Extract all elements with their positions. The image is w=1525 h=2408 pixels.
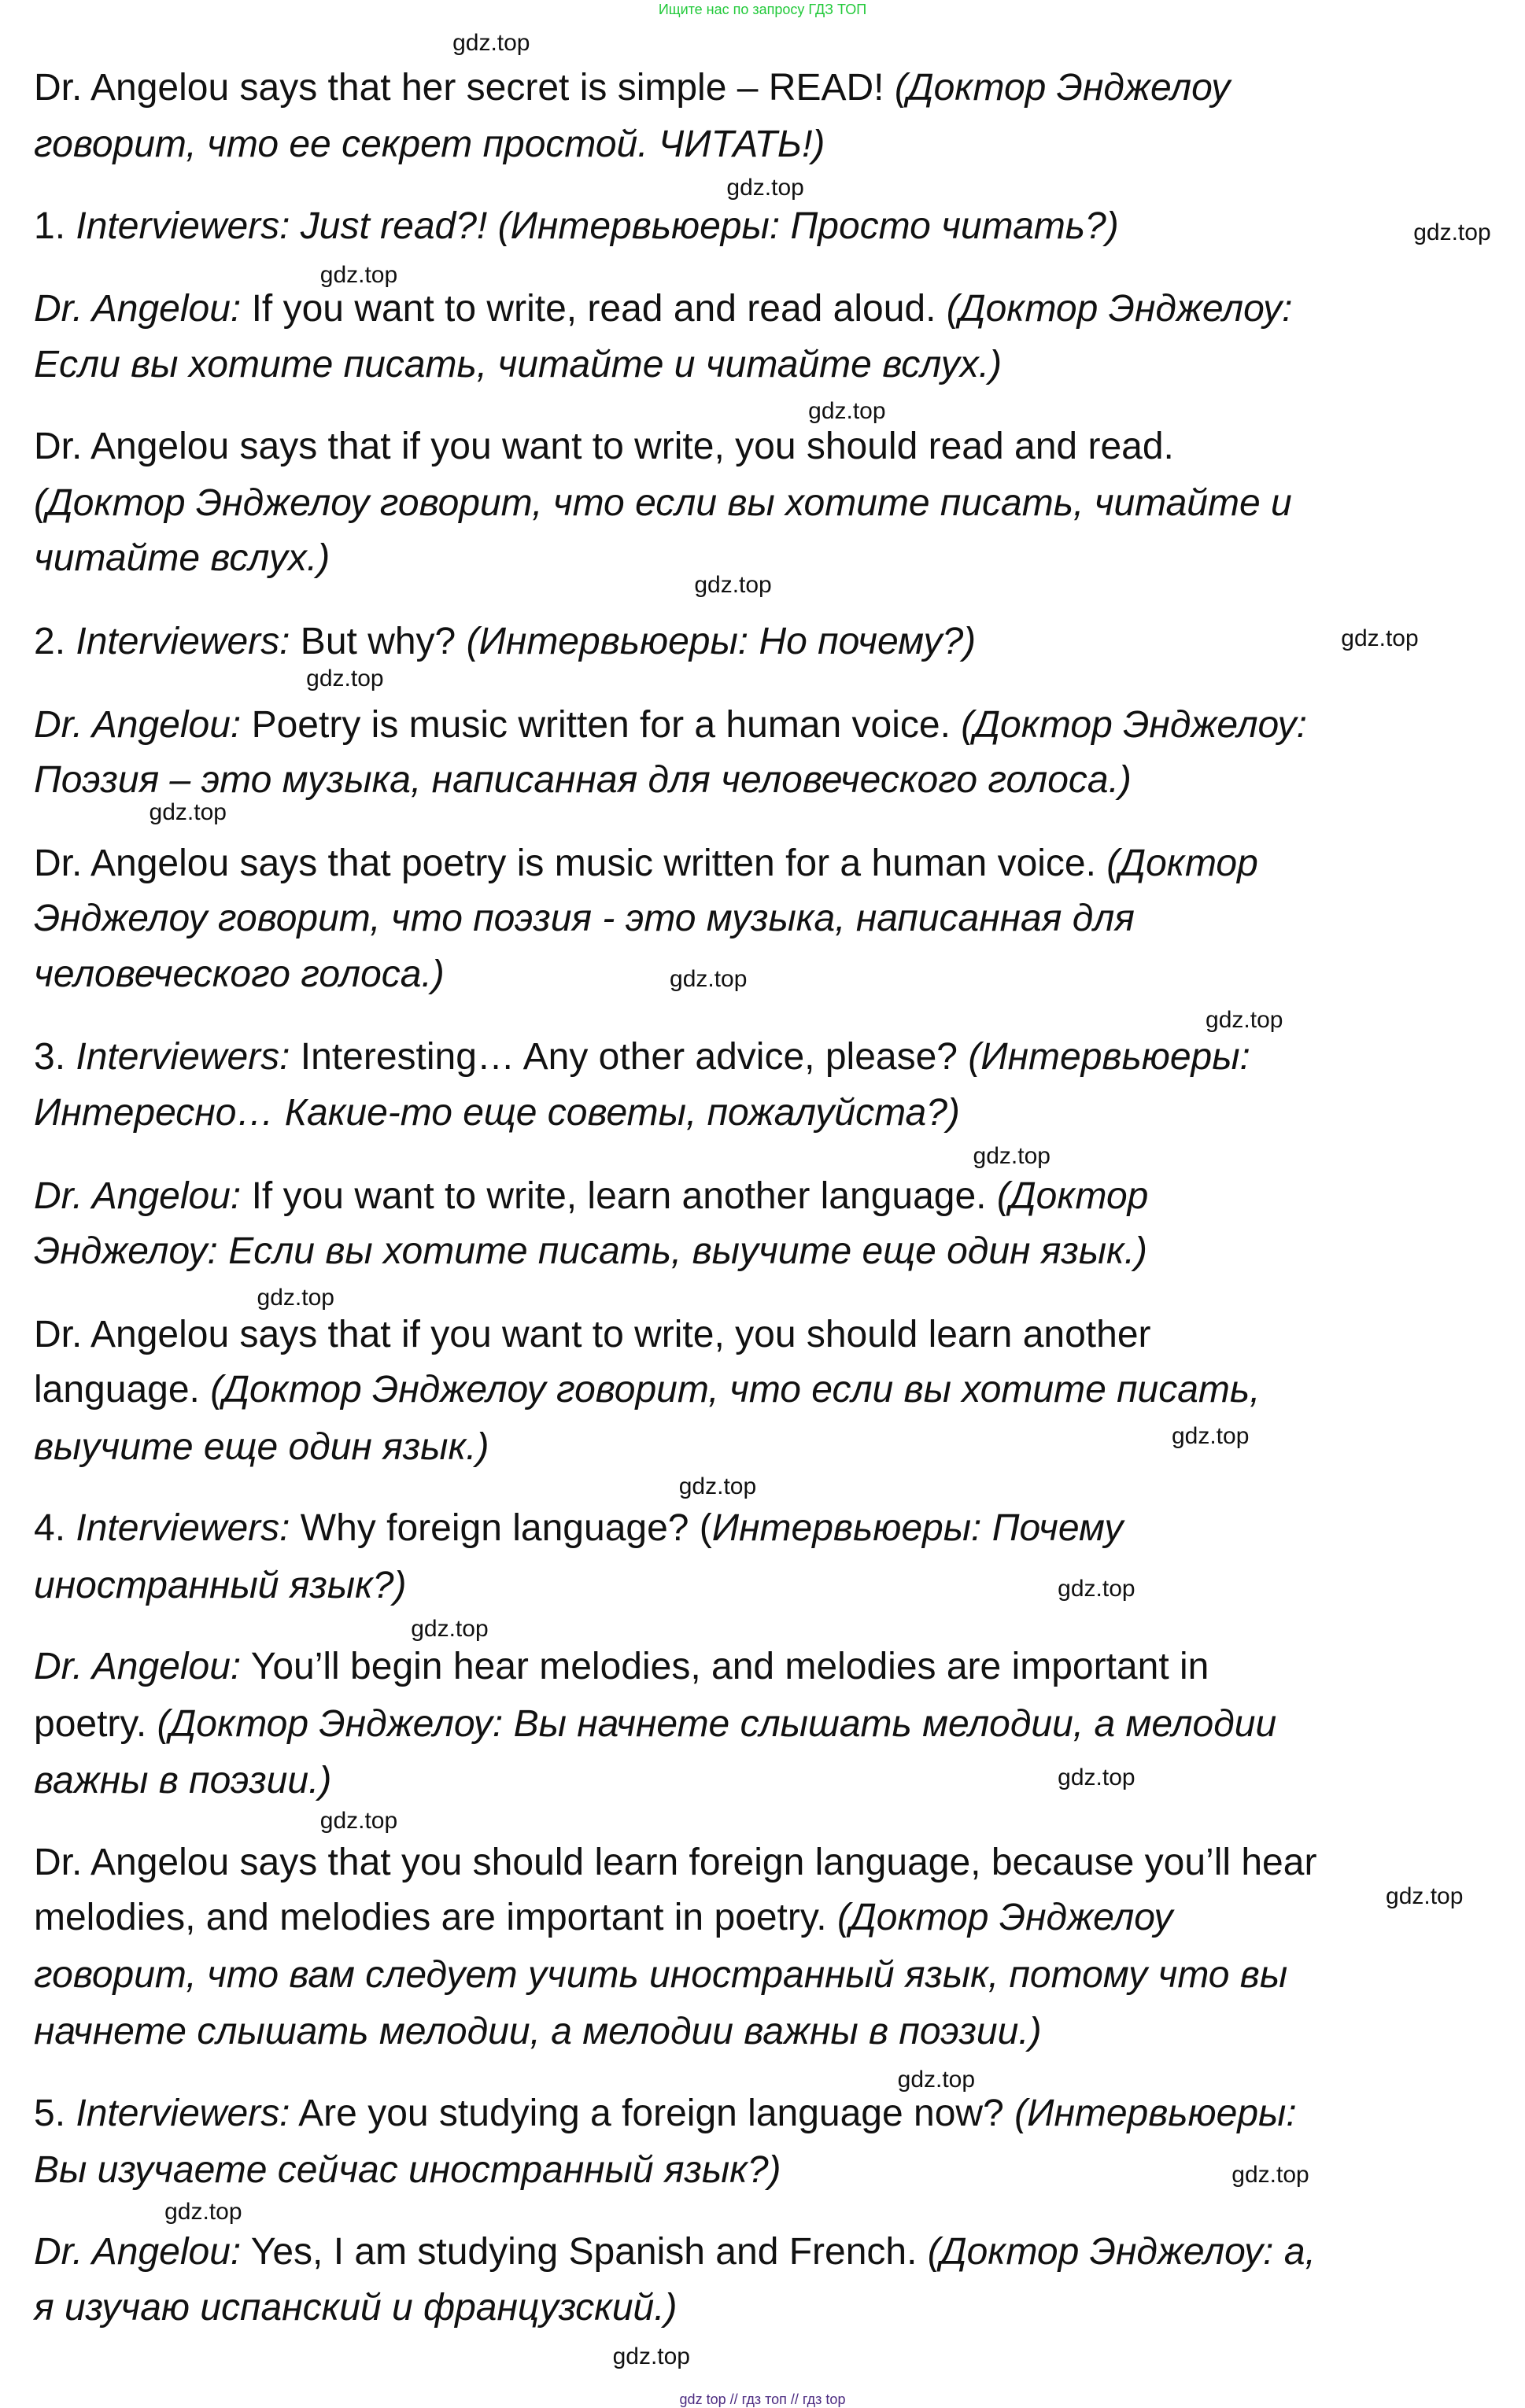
italic-text-segment: Interviewers: [76,1507,290,1550]
text-line [34,1894,1172,1942]
italic-text-segment: (Доктор Энджелоу: [946,288,1293,330]
text-line [34,757,1132,804]
text-line [34,65,1230,112]
italic-text-segment: Энджелоу: Если вы хотите писать, выучите еще один язык.) [34,1230,1148,1273]
text-segment: Dr. Angelou says that her secret is simple – READ! [34,66,895,109]
watermark: gdz.top [973,1142,1051,1169]
italic-text-segment: Интервьюеры: Почему [711,1507,1124,1550]
watermark: gdz.top [612,2343,691,2370]
italic-text-segment: Interviewers: [76,1036,290,1079]
italic-text-segment: Dr. Angelou: [34,1174,242,1217]
italic-text-segment: я изучаю испанский и французский.) [34,2286,678,2329]
watermark: gdz.top [726,174,804,201]
italic-text-segment: (Интервьюеры: [968,1036,1250,1079]
text-line [34,702,1307,749]
text-segment: Poetry is music written for a human voice. [241,703,962,746]
text-line [34,341,1002,389]
italic-text-segment: (Доктор Энджелоу: [961,703,1307,746]
italic-text-segment: (Доктор Энджелоу говорит, что если вы хотите писать, читайте и [34,481,1292,524]
text-line [34,840,1258,887]
text-line [34,1562,406,1610]
watermark: gdz.top [1413,219,1491,245]
text-line [34,1757,331,1805]
text-line [34,951,445,998]
italic-text-segment: (Интервьюеры: [1014,2092,1297,2134]
text-segment: You’ll begin hear melodies, and melodies are important in [241,1646,1209,1688]
text-line [34,2147,781,2194]
text-segment: language. [34,1369,211,1411]
text-line [34,1701,1276,1748]
italic-text-segment: Если вы хотите писать, читайте и читайте вслух.) [34,343,1003,385]
italic-text-segment: Интересно… Какие-то еще советы, пожалуйста?) [34,1091,960,1134]
watermark: gdz.top [164,2199,242,2225]
text-line [34,1505,1123,1552]
text-line [34,1228,1147,1275]
text-line [34,2284,678,2332]
italic-text-segment: говорит, что вам следует учить иностранный язык, потому что вы [34,1953,1288,1996]
italic-text-segment: (Интервьюеры: Но почему?) [466,621,977,663]
watermark: gdz.top [319,262,398,289]
search-banner: Ищите нас по запросу ГДЗ ТОП [658,2,867,17]
text-line [34,618,976,666]
watermark: gdz.top [897,2066,976,2093]
text-line [34,1839,1316,1886]
italic-text-segment: Поэзия – это музыка, написанная для человеческого голоса.) [34,759,1132,802]
text-line [34,2090,1297,2137]
watermark: gdz.top [1058,1575,1135,1602]
text-segment: But why? [290,621,467,663]
italic-text-segment: (Доктор Энджелоу: а, [927,2231,1316,2273]
italic-text-segment: (Доктор [996,1174,1149,1217]
text-segment: Dr. Angelou says that you should learn foreign language, because you’ll hear [34,1841,1317,1883]
watermark: gdz.top [149,799,227,826]
watermark: gdz.top [319,1808,398,1835]
italic-text-segment: начнете слышать мелодии, а мелодии важны в поэзии.) [34,2011,1042,2053]
text-segment: Dr. Angelou says that if you want to write, you should read and read. [34,425,1174,467]
italic-text-segment: Dr. Angelou: [34,1646,242,1688]
watermark: gdz.top [694,571,772,598]
italic-text-segment: Dr. Angelou: [34,2231,242,2273]
text-line [34,1034,1250,1081]
italic-text-segment: читайте вслух.) [34,537,330,580]
text-line [34,1366,1260,1414]
text-segment: Are you studying a foreign language now? [290,2092,1015,2134]
text-line [34,1173,1148,1220]
text-segment: 3. [34,1036,76,1079]
watermark: gdz.top [1231,2162,1309,2189]
text-line [34,895,1135,942]
italic-text-segment: человеческого голоса.) [34,953,445,995]
italic-text-segment: (Доктор [1106,842,1258,884]
italic-text-segment: Interviewers: Just read?! (Интервьюеры: Просто читать?) [76,205,1119,247]
text-line [34,1311,1151,1359]
watermark: gdz.top [257,1284,334,1311]
italic-text-segment: (Доктор Энджелоу [894,66,1231,109]
italic-text-segment: (Доктор Энджелоу: Вы начнете слышать мелодии, а мелодии [157,1702,1277,1745]
text-segment: If you want to write, learn another language. [241,1174,997,1217]
italic-text-segment: выучите еще один язык.) [34,1425,489,1468]
text-segment: 5. [34,2092,76,2134]
text-segment: Interesting… Any other advice, please? [290,1036,969,1079]
italic-text-segment: Interviewers: [76,2092,290,2134]
text-line [34,286,1293,333]
text-line [34,480,1292,527]
watermark: gdz.top [1341,625,1419,652]
italic-text-segment: иностранный язык?) [34,1564,407,1606]
text-line [34,2008,1042,2056]
italic-text-segment: говорит, что ее секрет простой. ЧИТАТЬ!) [34,123,825,165]
watermark: gdz.top [1386,1883,1464,1910]
footer-text: gdz top // гдз топ // гдз top [679,2391,846,2407]
text-line [34,1952,1287,1999]
text-segment: Dr. Angelou says that if you want to write, you should learn another [34,1313,1151,1355]
italic-text-segment: (Доктор Энджелоу говорит, что если вы хотите писать, [210,1369,1261,1411]
watermark: gdz.top [670,965,748,992]
watermark: gdz.top [1171,1422,1250,1449]
text-segment: Why foreign language? ( [290,1507,712,1550]
text-segment: 1. [34,205,76,247]
watermark: gdz.top [808,397,886,424]
text-line [34,2229,1316,2276]
watermark: gdz.top [1206,1007,1283,1034]
italic-text-segment: Вы изучаете сейчас иностранный язык?) [34,2149,781,2192]
watermark: gdz.top [452,29,530,56]
watermark: gdz.top [411,1615,489,1642]
text-segment: Dr. Angelou says that poetry is music written for a human voice. [34,842,1107,884]
italic-text-segment: важны в поэзии.) [34,1760,332,1802]
italic-text-segment: Dr. Angelou: [34,288,242,330]
text-line [34,1643,1209,1691]
text-segment: 4. [34,1507,76,1550]
italic-text-segment: Энджелоу говорит, что поэзия - это музыка, написанная для [34,898,1135,940]
watermark: gdz.top [1058,1765,1135,1791]
text-segment: melodies, and melodies are important in poetry. [34,1897,837,1939]
text-segment: poetry. [34,1702,157,1745]
text-segment: If you want to write, read and read aloud. [241,288,947,330]
italic-text-segment: (Доктор Энджелоу [836,1897,1173,1939]
italic-text-segment: Dr. Angelou: [34,703,242,746]
text-segment: 2. [34,621,76,663]
watermark: gdz.top [306,666,384,692]
watermark: gdz.top [678,1473,757,1500]
text-line [34,1090,960,1137]
text-line [34,535,330,582]
text-segment: Yes, I am studying Spanish and French. [241,2231,928,2273]
text-line [34,121,825,168]
text-line [34,203,1119,250]
text-line [34,423,1174,470]
text-line [34,1424,489,1471]
italic-text-segment: Interviewers: [76,621,290,663]
